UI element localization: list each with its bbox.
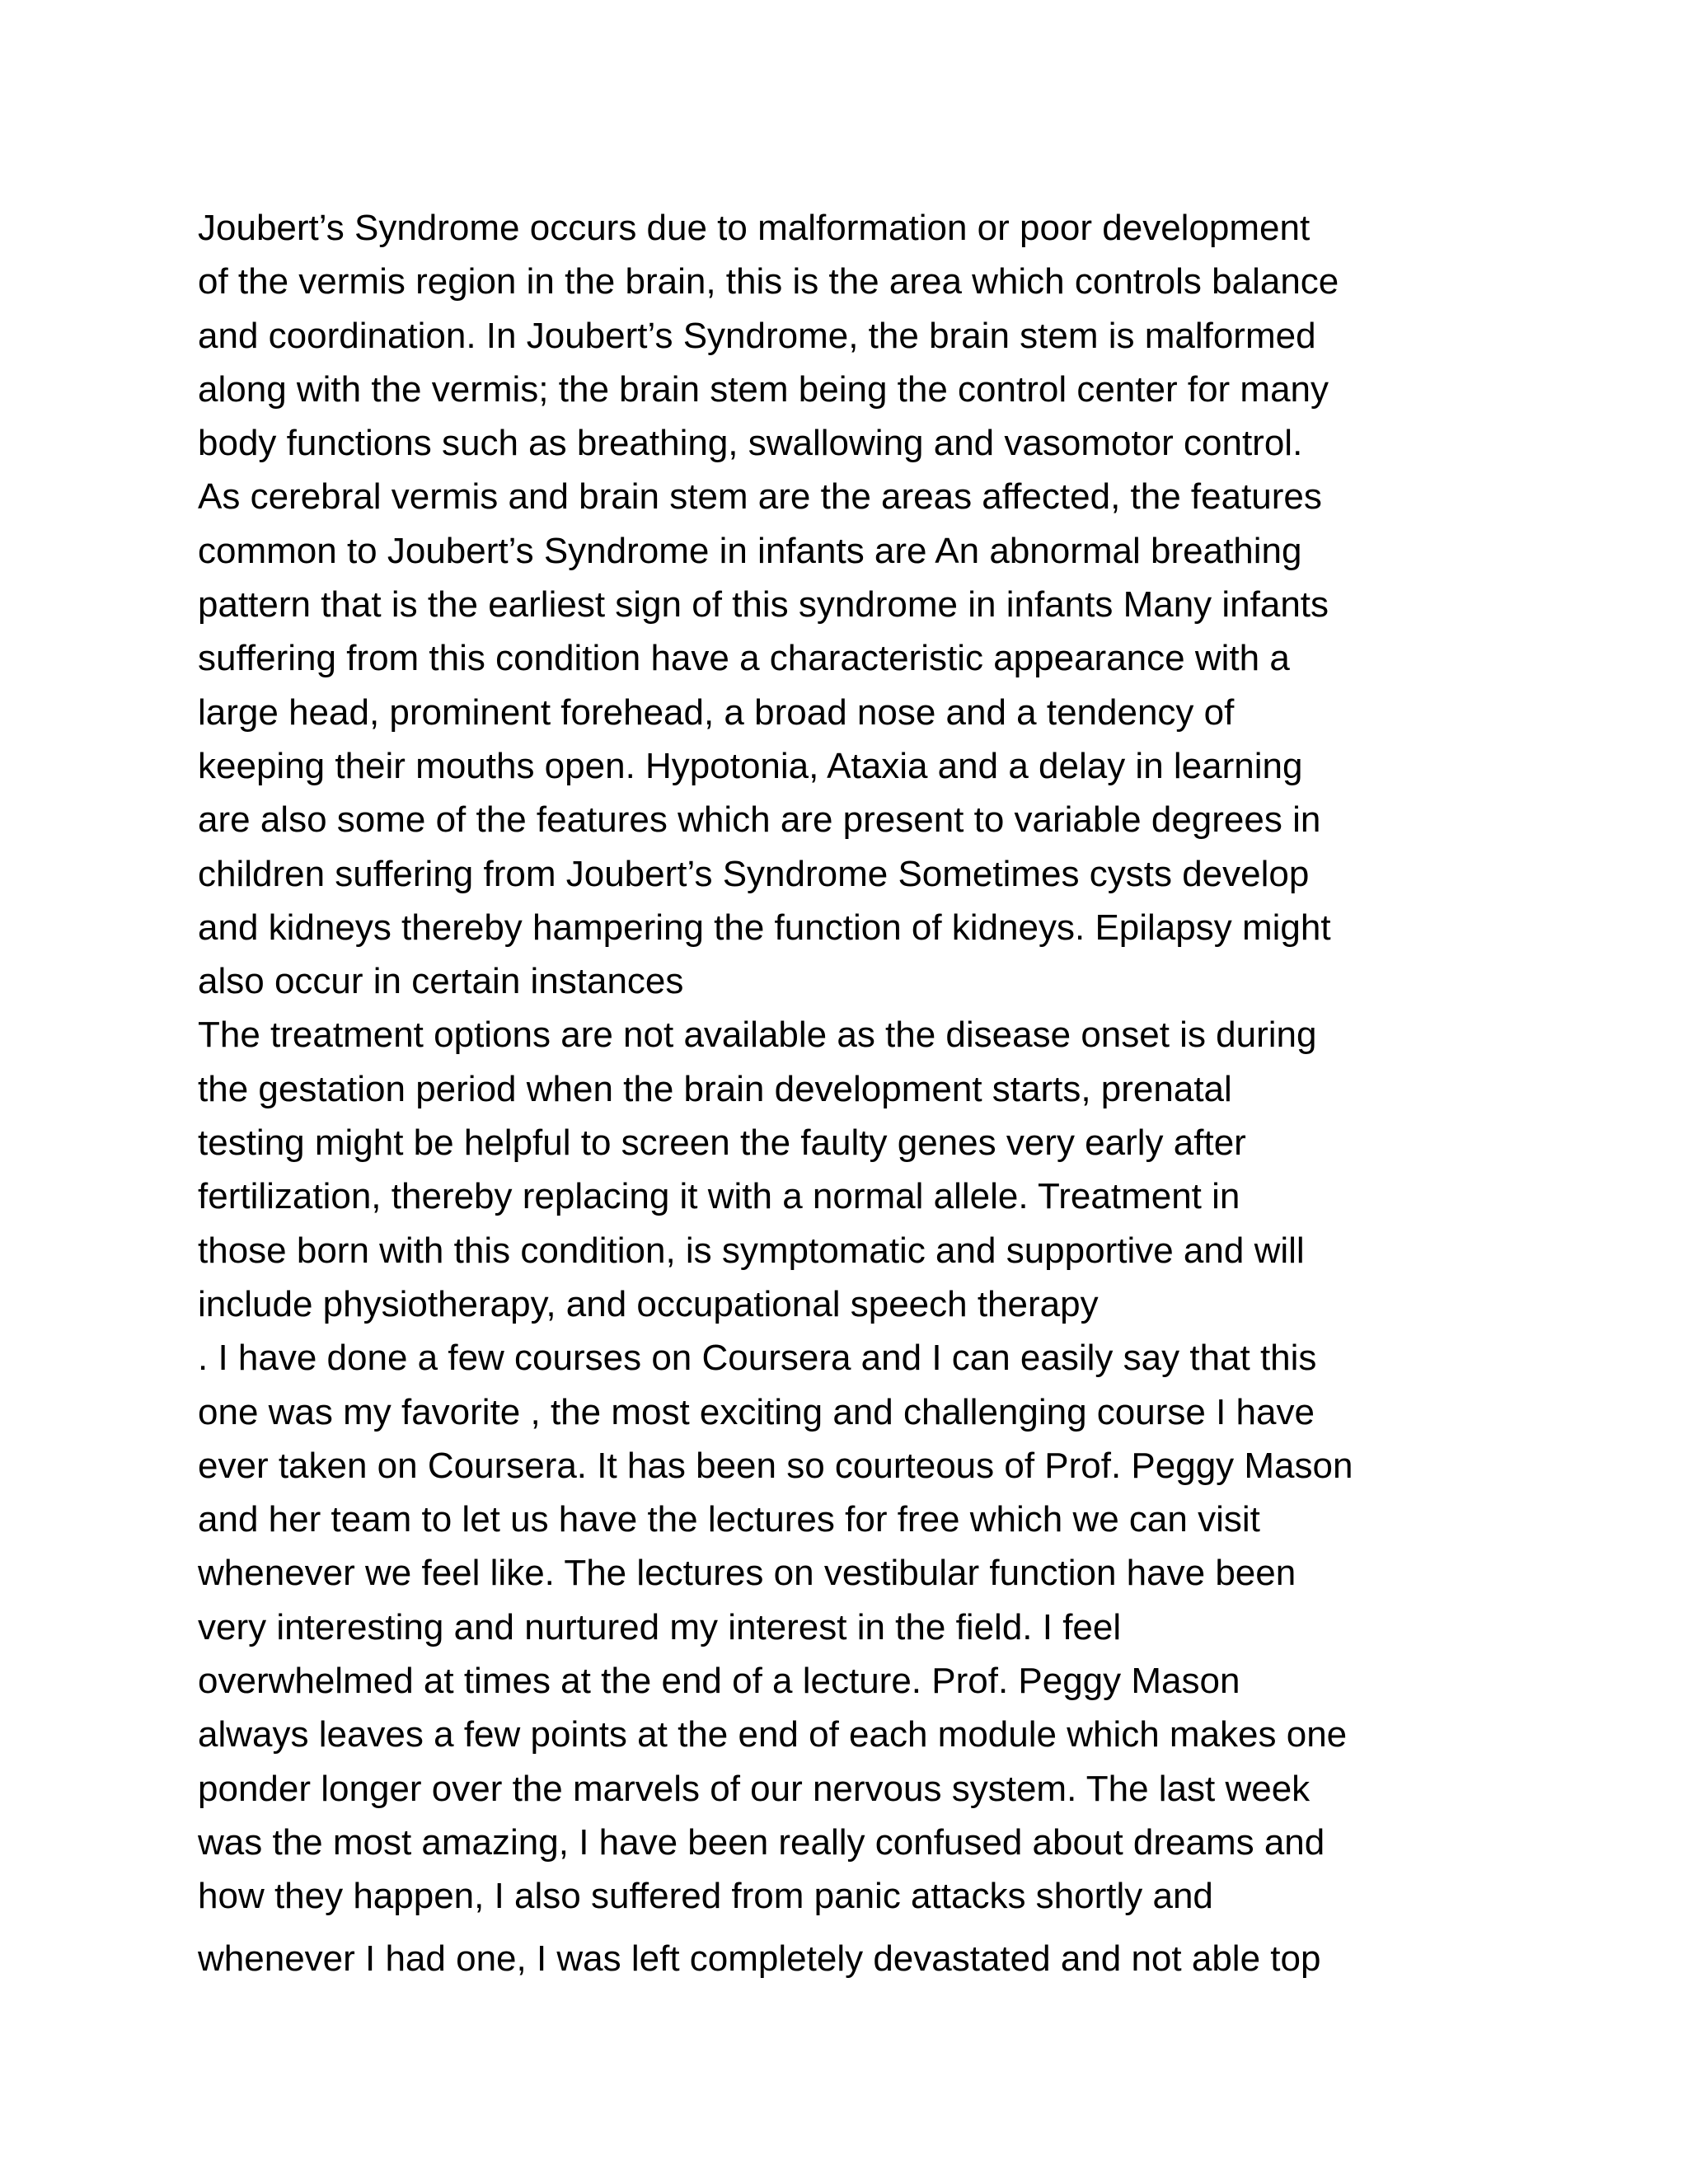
- text-line: and kidneys thereby hampering the function of kidneys. Epilapsy might: [198, 907, 1331, 948]
- text-line: The treatment options are not available as the disease onset is during: [198, 1015, 1317, 1056]
- text-line: are also some of the features which are present to variable degrees in: [198, 799, 1321, 841]
- text-line: common to Joubert’s Syndrome in infants are An abnormal breathing: [198, 530, 1302, 571]
- text-line: ever taken on Coursera. It has been so courteous of Prof. Peggy Mason: [198, 1445, 1353, 1486]
- text-line: suffering from this condition have a characteristic appearance with a: [198, 638, 1290, 679]
- text-line: was the most amazing, I have been really confused about dreams and: [198, 1821, 1325, 1863]
- text-line: also occur in certain instances: [198, 961, 684, 1002]
- text-line: fertilization, thereby replacing it with a normal allele. Treatment in: [198, 1176, 1240, 1217]
- text-line: whenever I had one, I was left completely devastated and not able top: [198, 1938, 1321, 1979]
- text-line: ponder longer over the marvels of our nervous system. The last week: [198, 1768, 1311, 1809]
- text-line: always leaves a few points at the end of each module which makes one: [198, 1714, 1348, 1755]
- text-line: the gestation period when the brain development starts, prenatal: [198, 1068, 1232, 1109]
- text-line: very interesting and nurtured my interest in the field. I feel: [198, 1606, 1122, 1647]
- text-line: whenever we feel like. The lectures on vestibular function have been: [198, 1553, 1296, 1594]
- text-line: testing might be helpful to screen the faulty genes very early after: [198, 1122, 1246, 1164]
- body-text: [198, 201, 1550, 1985]
- text-line: one was my favorite , the most exciting and challenging course I have: [198, 1391, 1315, 1432]
- text-line: those born with this condition, is symptomatic and supportive and will: [198, 1230, 1305, 1271]
- text-line: and coordination. In Joubert’s Syndrome, the brain stem is malformed: [198, 315, 1316, 356]
- text-line: Joubert’s Syndrome occurs due to malformation or poor development: [198, 208, 1311, 248]
- text-line: . I have done a few courses on Coursera and I can easily say that this: [198, 1338, 1317, 1379]
- text-line: along with the vermis; the brain stem being the control center for many: [198, 368, 1329, 410]
- text-line: keeping their mouths open. Hypotonia, Ataxia and a delay in learning: [198, 745, 1303, 786]
- text-line: body functions such as breathing, swallowing and vasomotor control.: [198, 423, 1303, 464]
- text-line: include physiotherapy, and occupational speech therapy: [198, 1283, 1099, 1324]
- text-line: children suffering from Joubert’s Syndrome Sometimes cysts develop: [198, 853, 1310, 894]
- text-line: how they happen, I also suffered from panic attacks shortly and: [198, 1876, 1213, 1917]
- text-line: overwhelmed at times at the end of a lecture. Prof. Peggy Mason: [198, 1661, 1240, 1702]
- text-line: As cerebral vermis and brain stem are the areas affected, the features: [198, 476, 1322, 518]
- text-line: large head, prominent forehead, a broad nose and a tendency of: [198, 691, 1235, 733]
- text-line: of the vermis region in the brain, this is the area which controls balance: [198, 261, 1339, 302]
- text-line: and her team to let us have the lectures for free which we can visit: [198, 1499, 1260, 1540]
- text-line: pattern that is the earliest sign of this syndrome in infants Many infants: [198, 584, 1329, 626]
